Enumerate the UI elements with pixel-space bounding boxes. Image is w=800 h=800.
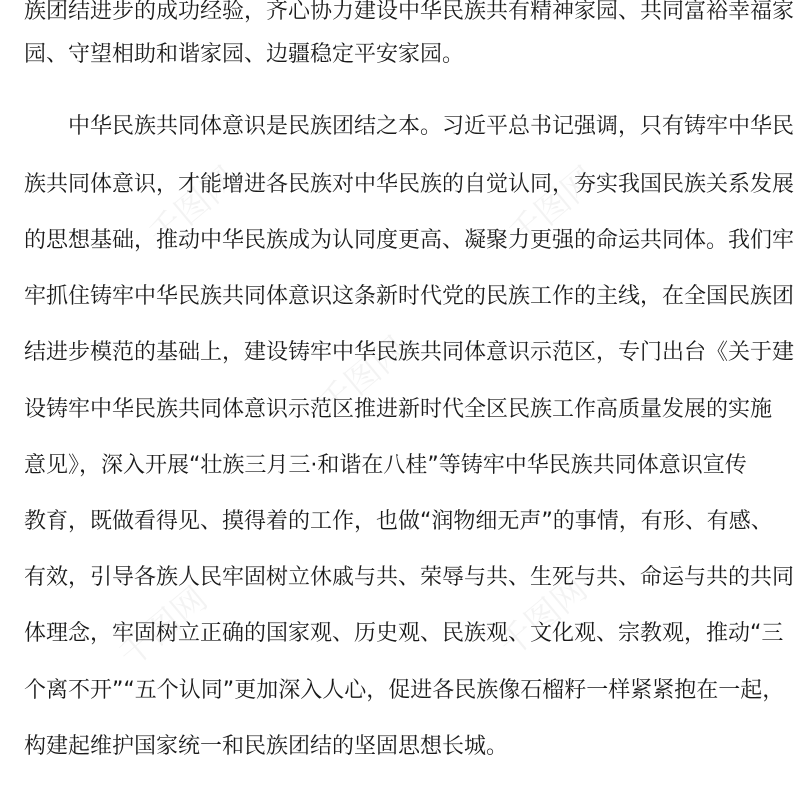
text-line-5: 的思想基础，推动中华民族成为认同度更高、凝聚力更强的命运共同体。我们牢 xyxy=(24,228,795,253)
text-line-2: 园、守望相助和谐家园、边疆稳定平安家园。 xyxy=(24,42,465,67)
text-line-13: 个离不开”“五个认同”更加深入人心，促进各民族像石榴籽一样紧紧抱在一起， xyxy=(24,678,785,703)
text-line-4: 族共同体意识，才能增进各民族对中华民族的自觉认同，夯实我国民族关系发展 xyxy=(24,172,795,197)
text-line-11: 有效，引导各族人民牢固树立休戚与共、荣辱与共、生死与共、命运与共的共同 xyxy=(24,565,795,590)
text-line-1: 族团结进步的成功经验，齐心协力建设中华民族共有精神家园、共同富裕幸福家 xyxy=(24,0,795,24)
text-line-9: 意见》，深入开展“壮族三月三·和谐在八桂”等铸牢中华民族共同体意识宣传 xyxy=(24,453,747,478)
text-line-7: 结进步模范的基础上，建设铸牢中华民族共同体意识示范区，专门出台《关于建 xyxy=(24,340,795,365)
text-line-12: 体理念，牢固树立正确的国家观、历史观、民族观、文化观、宗教观，推动“三 xyxy=(24,621,784,646)
text-line-3: 中华民族共同体意识是民族团结之本。习近平总书记强调，只有铸牢中华民 xyxy=(68,114,795,139)
text-line-6: 牢抓住铸牢中华民族共同体意识这条新时代党的民族工作的主线，在全国民族团 xyxy=(24,284,795,309)
text-line-10: 教育，既做看得见、摸得着的工作，也做“润物细无声”的事情，有形、有感、 xyxy=(24,509,773,534)
text-line-8: 设铸牢中华民族共同体意识示范区推进新时代全区民族工作高质量发展的实施 xyxy=(24,397,773,422)
text-line-14: 构建起维护国家统一和民族团结的坚固思想长城。 xyxy=(24,734,509,759)
